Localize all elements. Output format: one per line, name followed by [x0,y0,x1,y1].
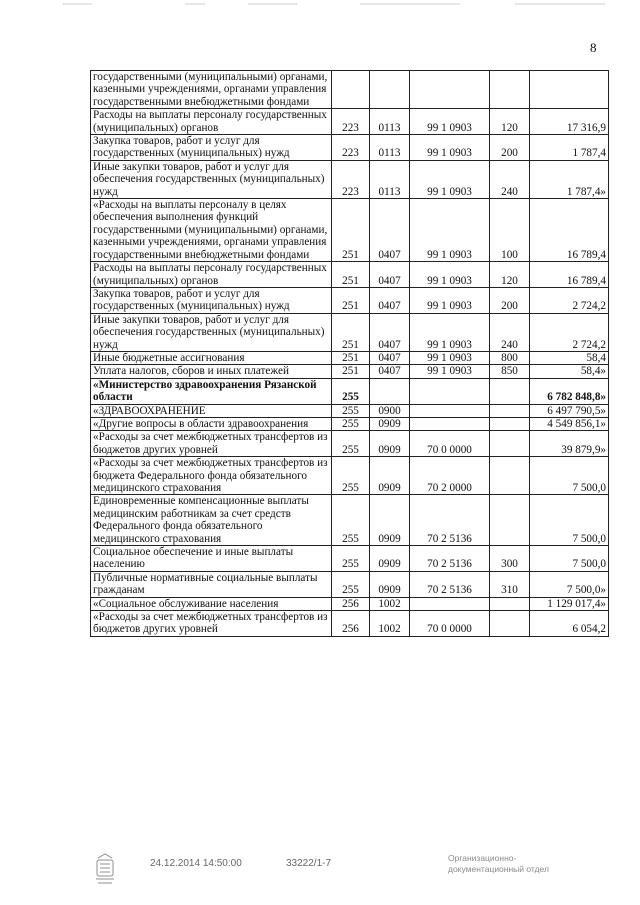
footer-department-line: Организационно- [448,853,517,863]
cell-ministry-code: 255 [332,431,370,457]
cell-name: Расходы на выплаты персоналу государственных (муниципальных) органов [91,262,332,288]
cell-expense-code: 120 [490,109,530,135]
cell-target-code [410,417,490,430]
cell-amount: 7 500,0 [530,495,609,546]
cell-ministry-code: 255 [332,495,370,546]
cell-section-code [370,378,410,404]
footer-document-number: 33222/1-7 [286,858,332,869]
cell-expense-code: 850 [490,365,530,378]
table-row [91,109,609,135]
table-row [91,351,609,364]
table-row [91,431,609,457]
cell-target-code: 99 1 0903 [410,160,490,198]
cell-target-code [410,597,490,610]
cell-section-code: 0113 [370,109,410,135]
cell-ministry-code: 255 [332,417,370,430]
cell-amount: 16 789,4 [530,199,609,262]
cell-ministry-code: 251 [332,351,370,364]
footer-timestamp: 24.12.2014 14:50:00 [150,858,242,869]
cell-target-code: 99 1 0903 [410,351,490,364]
cell-target-code [410,71,490,109]
cell-target-code: 70 2 5136 [410,546,490,572]
cell-expense-code: 310 [490,571,530,597]
cell-section-code: 0909 [370,571,410,597]
cell-amount: 16 789,4 [530,262,609,288]
cell-ministry-code: 255 [332,457,370,495]
cell-target-code: 99 1 0903 [410,262,490,288]
cell-name: Уплата налогов, сборов и иных платежей [91,365,332,378]
cell-target-code: 99 1 0903 [410,365,490,378]
cell-section-code: 0113 [370,135,410,161]
cell-amount: 1 787,4» [530,160,609,198]
cell-target-code: 99 1 0903 [410,109,490,135]
cell-target-code: 99 1 0903 [410,287,490,313]
table-row [91,597,609,610]
cell-name: Иные закупки товаров, работ и услуг для обеспечения государственных (муниципальных) нужд [91,160,332,198]
cell-name: Иные закупки товаров, работ и услуг для обеспечения государственных (муниципальных) нужд [91,313,332,351]
cell-expense-code [490,417,530,430]
cell-amount [530,71,609,109]
cell-name: Закупка товаров, работ и услуг для государственных (муниципальных) нужд [91,135,332,161]
cell-target-code: 99 1 0903 [410,313,490,351]
cell-section-code: 0909 [370,431,410,457]
cell-target-code: 70 0 0000 [410,611,490,637]
cell-expense-code: 200 [490,287,530,313]
cell-expense-code: 200 [490,135,530,161]
cell-expense-code: 100 [490,199,530,262]
cell-ministry-code: 255 [332,571,370,597]
cell-name: «Расходы за счет межбюджетных трансфертов из бюджетов других уровней [91,611,332,637]
table-row [91,135,609,161]
cell-expense-code: 300 [490,546,530,572]
cell-name: Публичные нормативные социальные выплаты гражданам [91,571,332,597]
cell-amount: 58,4» [530,365,609,378]
footer-department-line: документационный отдел [448,864,549,874]
cell-target-code: 70 2 0000 [410,457,490,495]
cell-amount: 4 549 856,1» [530,417,609,430]
cell-target-code [410,378,490,404]
cell-amount: 58,4 [530,351,609,364]
cell-section-code: 1002 [370,597,410,610]
cell-amount: 6 782 848,8» [530,378,609,404]
budget-table [90,70,609,637]
cell-name: «Расходы за счет межбюджетных трансфертов из бюджета Федерального фонда обязательного медицинского страхования [91,457,332,495]
cell-ministry-code: 251 [332,365,370,378]
cell-amount: 2 724,2 [530,287,609,313]
cell-amount: 7 500,0 [530,457,609,495]
cell-amount: 7 500,0» [530,571,609,597]
cell-ministry-code: 256 [332,597,370,610]
table-row [91,611,609,637]
cell-amount: 1 129 017,4» [530,597,609,610]
cell-amount: 6 054,2 [530,611,609,637]
cell-ministry-code: 251 [332,287,370,313]
cell-ministry-code: 251 [332,313,370,351]
table-row [91,404,609,417]
cell-ministry-code: 223 [332,160,370,198]
cell-ministry-code: 251 [332,199,370,262]
budget-table-body [91,71,609,637]
coat-of-arms-logo [92,852,118,888]
cell-ministry-code: 223 [332,135,370,161]
table-row [91,546,609,572]
cell-section-code: 0900 [370,404,410,417]
cell-name: Иные бюджетные ассигнования [91,351,332,364]
cell-amount: 39 879,9» [530,431,609,457]
cell-amount: 7 500,0 [530,546,609,572]
table-row [91,199,609,262]
cell-name: «Расходы на выплаты персоналу в целях обеспечения выполнения функций государственными (муниципальными) органами, казенными учреждениями, органами управления государственными внебюджетными фондами [91,199,332,262]
table-row [91,71,609,109]
cell-expense-code: 240 [490,313,530,351]
cell-expense-code [490,597,530,610]
cell-name: Социальное обеспечение и иные выплаты населению [91,546,332,572]
scan-artifact [0,0,640,10]
cell-expense-code [490,404,530,417]
table-row [91,287,609,313]
cell-ministry-code: 255 [332,404,370,417]
cell-expense-code: 240 [490,160,530,198]
cell-target-code: 99 1 0903 [410,199,490,262]
cell-ministry-code: 255 [332,378,370,404]
cell-name: «ЗДРАВООХРАНЕНИЕ [91,404,332,417]
cell-target-code [410,404,490,417]
cell-ministry-code: 256 [332,611,370,637]
cell-section-code: 0407 [370,365,410,378]
cell-name: Расходы на выплаты персоналу государственных (муниципальных) органов [91,109,332,135]
cell-expense-code [490,457,530,495]
cell-section-code: 0407 [370,351,410,364]
cell-target-code: 70 2 5136 [410,495,490,546]
cell-name: «Расходы за счет межбюджетных трансфертов из бюджетов других уровней [91,431,332,457]
cell-section-code: 0407 [370,313,410,351]
table-row [91,160,609,198]
cell-target-code: 99 1 0903 [410,135,490,161]
cell-amount: 6 497 790,5» [530,404,609,417]
cell-section-code: 0407 [370,287,410,313]
cell-amount: 17 316,9 [530,109,609,135]
cell-ministry-code: 251 [332,262,370,288]
cell-ministry-code [332,71,370,109]
table-row [91,313,609,351]
cell-section-code: 1002 [370,611,410,637]
cell-section-code: 0909 [370,495,410,546]
cell-amount: 2 724,2 [530,313,609,351]
cell-name: государственными (муниципальными) органами, казенными учреждениями, органами управления государственными внебюджетными фондами [91,71,332,109]
footer-department [448,853,549,875]
cell-expense-code [490,495,530,546]
table-row [91,365,609,378]
cell-ministry-code: 255 [332,546,370,572]
cell-section-code: 0909 [370,417,410,430]
cell-expense-code: 120 [490,262,530,288]
cell-expense-code [490,378,530,404]
cell-expense-code [490,431,530,457]
cell-name: «Другие вопросы в области здравоохранения [91,417,332,430]
cell-name: Единовременные компенсационные выплаты медицинским работникам за счет средств Федерального фонда обязательного медицинского страхования [91,495,332,546]
cell-section-code: 0909 [370,457,410,495]
table-row [91,378,609,404]
table-row [91,262,609,288]
cell-name: «Социальное обслуживание населения [91,597,332,610]
cell-section-code: 0909 [370,546,410,572]
cell-name: Закупка товаров, работ и услуг для государственных (муниципальных) нужд [91,287,332,313]
cell-name: «Министерство здравоохранения Рязанской области [91,378,332,404]
cell-section-code [370,71,410,109]
table-row [91,417,609,430]
page-number: 8 [590,40,597,55]
cell-target-code: 70 0 0000 [410,431,490,457]
cell-section-code: 0407 [370,262,410,288]
cell-expense-code [490,611,530,637]
cell-target-code: 70 2 5136 [410,571,490,597]
cell-expense-code [490,71,530,109]
cell-ministry-code: 223 [332,109,370,135]
cell-section-code: 0407 [370,199,410,262]
table-row [91,571,609,597]
table-row [91,457,609,495]
cell-expense-code: 800 [490,351,530,364]
cell-amount: 1 787,4 [530,135,609,161]
table-row [91,495,609,546]
cell-section-code: 0113 [370,160,410,198]
